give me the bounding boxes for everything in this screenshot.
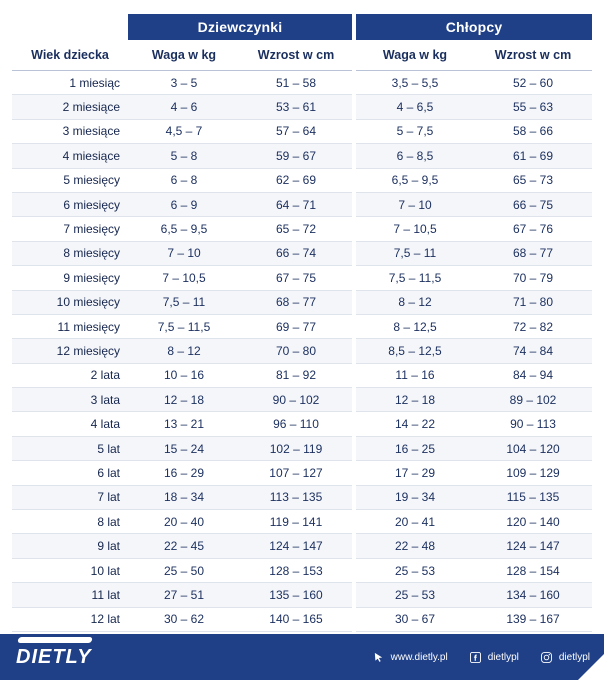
table-row (12, 339, 592, 363)
table-row (12, 412, 592, 436)
cell-girls-weight: 27 – 51 (128, 583, 240, 607)
cell-boys-weight: 8,5 – 12,5 (356, 339, 474, 363)
column-header-boys-height: Wzrost w cm (474, 40, 592, 71)
column-header-row (12, 40, 592, 71)
cell-girls-weight: 30 – 62 (128, 607, 240, 631)
cell-girls-weight: 13 – 21 (128, 412, 240, 436)
cell-girls-height: 66 – 74 (240, 241, 352, 265)
cell-girls-height: 70 – 80 (240, 339, 352, 363)
cell-girls-weight: 20 – 40 (128, 510, 240, 534)
cell-boys-height: 74 – 84 (474, 339, 592, 363)
cell-age: 5 miesięcy (12, 168, 128, 192)
cell-boys-weight: 7,5 – 11,5 (356, 266, 474, 290)
cell-boys-weight: 6 – 8,5 (356, 144, 474, 168)
table-header (12, 14, 592, 71)
cell-girls-height: 62 – 69 (240, 168, 352, 192)
cell-boys-height: 67 – 76 (474, 217, 592, 241)
cell-boys-height: 120 – 140 (474, 510, 592, 534)
cell-boys-weight: 19 – 34 (356, 485, 474, 509)
cell-boys-height: 52 – 60 (474, 71, 592, 95)
cell-age: 8 miesięcy (12, 241, 128, 265)
cell-girls-height: 96 – 110 (240, 412, 352, 436)
cell-boys-height: 139 – 167 (474, 607, 592, 631)
cell-boys-weight: 25 – 53 (356, 558, 474, 582)
cell-girls-height: 69 – 77 (240, 314, 352, 338)
cell-girls-weight: 4 – 6 (128, 95, 240, 119)
cell-age: 2 lata (12, 363, 128, 387)
footer-link-facebook[interactable] (470, 651, 519, 663)
table-row (12, 583, 592, 607)
footer-link-label: dietlypl (558, 651, 590, 663)
cell-boys-weight: 3,5 – 5,5 (356, 71, 474, 95)
group-header-row (12, 14, 592, 40)
corner-fold-decoration (578, 654, 604, 680)
cell-boys-weight: 22 – 48 (356, 534, 474, 558)
facebook-icon (470, 651, 482, 663)
cell-boys-height: 61 – 69 (474, 144, 592, 168)
cell-age: 9 lat (12, 534, 128, 558)
table-row (12, 71, 592, 95)
footer-bar (0, 634, 604, 680)
cell-boys-weight: 4 – 6,5 (356, 95, 474, 119)
cell-girls-weight: 3 – 5 (128, 71, 240, 95)
instagram-icon (541, 651, 553, 663)
cell-girls-height: 67 – 75 (240, 266, 352, 290)
cell-boys-height: 134 – 160 (474, 583, 592, 607)
cell-boys-weight: 5 – 7,5 (356, 119, 474, 143)
cell-girls-height: 135 – 160 (240, 583, 352, 607)
cell-age: 1 miesiąc (12, 71, 128, 95)
cell-age: 8 lat (12, 510, 128, 534)
table-row (12, 558, 592, 582)
cell-boys-weight: 6,5 – 9,5 (356, 168, 474, 192)
cell-age: 4 lata (12, 412, 128, 436)
cell-age: 3 miesiące (12, 119, 128, 143)
table-row (12, 534, 592, 558)
cell-age: 9 miesięcy (12, 266, 128, 290)
cell-boys-weight: 7 – 10,5 (356, 217, 474, 241)
cell-age: 5 lat (12, 436, 128, 460)
cell-girls-weight: 12 – 18 (128, 388, 240, 412)
cell-girls-height: 140 – 165 (240, 607, 352, 631)
cell-boys-weight: 12 – 18 (356, 388, 474, 412)
cell-girls-weight: 15 – 24 (128, 436, 240, 460)
cell-girls-weight: 8 – 12 (128, 339, 240, 363)
cell-girls-height: 90 – 102 (240, 388, 352, 412)
cell-girls-weight: 7 – 10 (128, 241, 240, 265)
cell-boys-height: 90 – 113 (474, 412, 592, 436)
cell-boys-height: 71 – 80 (474, 290, 592, 314)
footer-link-website[interactable] (373, 651, 448, 663)
cell-girls-height: 124 – 147 (240, 534, 352, 558)
table-row (12, 314, 592, 338)
cell-age: 4 miesiące (12, 144, 128, 168)
table-row (12, 144, 592, 168)
column-header-girls-height: Wzrost w cm (240, 40, 352, 71)
cell-age: 6 miesięcy (12, 192, 128, 216)
cell-boys-height: 55 – 63 (474, 95, 592, 119)
table-body (12, 71, 592, 632)
table-row (12, 192, 592, 216)
column-header-boys-weight: Waga w kg (356, 40, 474, 71)
cell-girls-height: 65 – 72 (240, 217, 352, 241)
cell-boys-height: 65 – 73 (474, 168, 592, 192)
cell-girls-weight: 5 – 8 (128, 144, 240, 168)
cell-age: 12 lat (12, 607, 128, 631)
cell-girls-weight: 6 – 8 (128, 168, 240, 192)
cell-girls-height: 119 – 141 (240, 510, 352, 534)
group-header-empty (12, 14, 128, 40)
cell-boys-weight: 17 – 29 (356, 461, 474, 485)
table-row (12, 485, 592, 509)
logo-swoosh-icon (17, 637, 92, 643)
cell-boys-height: 72 – 82 (474, 314, 592, 338)
cell-boys-weight: 25 – 53 (356, 583, 474, 607)
cell-girls-weight: 18 – 34 (128, 485, 240, 509)
cell-boys-weight: 14 – 22 (356, 412, 474, 436)
cell-boys-height: 104 – 120 (474, 436, 592, 460)
table-row (12, 436, 592, 460)
cell-boys-height: 84 – 94 (474, 363, 592, 387)
cell-boys-weight: 20 – 41 (356, 510, 474, 534)
cell-girls-weight: 25 – 50 (128, 558, 240, 582)
logo-text: DIETLY (16, 645, 92, 668)
table-row (12, 168, 592, 192)
table-row (12, 241, 592, 265)
cell-boys-weight: 7,5 – 11 (356, 241, 474, 265)
table-row (12, 388, 592, 412)
cell-boys-height: 124 – 147 (474, 534, 592, 558)
cell-girls-height: 68 – 77 (240, 290, 352, 314)
cell-boys-weight: 11 – 16 (356, 363, 474, 387)
footer-links (373, 651, 590, 663)
cell-girls-height: 102 – 119 (240, 436, 352, 460)
footer-link-label: dietlypl (487, 651, 519, 663)
cell-girls-weight: 4,5 – 7 (128, 119, 240, 143)
cell-boys-height: 66 – 75 (474, 192, 592, 216)
cell-boys-weight: 7 – 10 (356, 192, 474, 216)
cell-girls-weight: 7,5 – 11 (128, 290, 240, 314)
table-row (12, 119, 592, 143)
cell-boys-height: 115 – 135 (474, 485, 592, 509)
cell-age: 12 miesięcy (12, 339, 128, 363)
cell-boys-height: 68 – 77 (474, 241, 592, 265)
table-row (12, 461, 592, 485)
footer-link-label: www.dietly.pl (390, 651, 448, 663)
cell-girls-height: 113 – 135 (240, 485, 352, 509)
cell-age: 6 lat (12, 461, 128, 485)
column-header-girls-weight: Waga w kg (128, 40, 240, 71)
table-row (12, 290, 592, 314)
cell-age: 10 lat (12, 558, 128, 582)
column-header-age: Wiek dziecka (12, 40, 128, 71)
cell-boys-weight: 8 – 12 (356, 290, 474, 314)
dietly-logo (16, 646, 92, 669)
cell-age: 10 miesięcy (12, 290, 128, 314)
group-header-boys: Chłopcy (356, 14, 592, 40)
table-row (12, 363, 592, 387)
cell-boys-height: 70 – 79 (474, 266, 592, 290)
cell-age: 11 miesięcy (12, 314, 128, 338)
cell-girls-height: 53 – 61 (240, 95, 352, 119)
cell-girls-weight: 6,5 – 9,5 (128, 217, 240, 241)
cell-age: 3 lata (12, 388, 128, 412)
cell-girls-weight: 22 – 45 (128, 534, 240, 558)
cell-girls-height: 57 – 64 (240, 119, 352, 143)
cell-girls-height: 51 – 58 (240, 71, 352, 95)
cell-age: 7 miesięcy (12, 217, 128, 241)
table-row (12, 510, 592, 534)
cell-girls-height: 59 – 67 (240, 144, 352, 168)
cell-girls-weight: 6 – 9 (128, 192, 240, 216)
cell-age: 7 lat (12, 485, 128, 509)
child-growth-table (12, 14, 592, 632)
cell-girls-weight: 16 – 29 (128, 461, 240, 485)
table-row (12, 266, 592, 290)
cell-girls-height: 107 – 127 (240, 461, 352, 485)
cell-boys-height: 89 – 102 (474, 388, 592, 412)
cell-age: 2 miesiące (12, 95, 128, 119)
cell-boys-height: 58 – 66 (474, 119, 592, 143)
cell-boys-height: 109 – 129 (474, 461, 592, 485)
cell-boys-weight: 8 – 12,5 (356, 314, 474, 338)
table-row (12, 95, 592, 119)
cell-girls-weight: 7 – 10,5 (128, 266, 240, 290)
table-row (12, 217, 592, 241)
cell-girls-height: 64 – 71 (240, 192, 352, 216)
cell-girls-height: 81 – 92 (240, 363, 352, 387)
cell-girls-weight: 10 – 16 (128, 363, 240, 387)
cell-boys-weight: 30 – 67 (356, 607, 474, 631)
cell-boys-weight: 16 – 25 (356, 436, 474, 460)
group-header-girls: Dziewczynki (128, 14, 352, 40)
table-row (12, 607, 592, 631)
cell-girls-height: 128 – 153 (240, 558, 352, 582)
cursor-icon (373, 651, 385, 663)
cell-girls-weight: 7,5 – 11,5 (128, 314, 240, 338)
cell-boys-height: 128 – 154 (474, 558, 592, 582)
cell-age: 11 lat (12, 583, 128, 607)
